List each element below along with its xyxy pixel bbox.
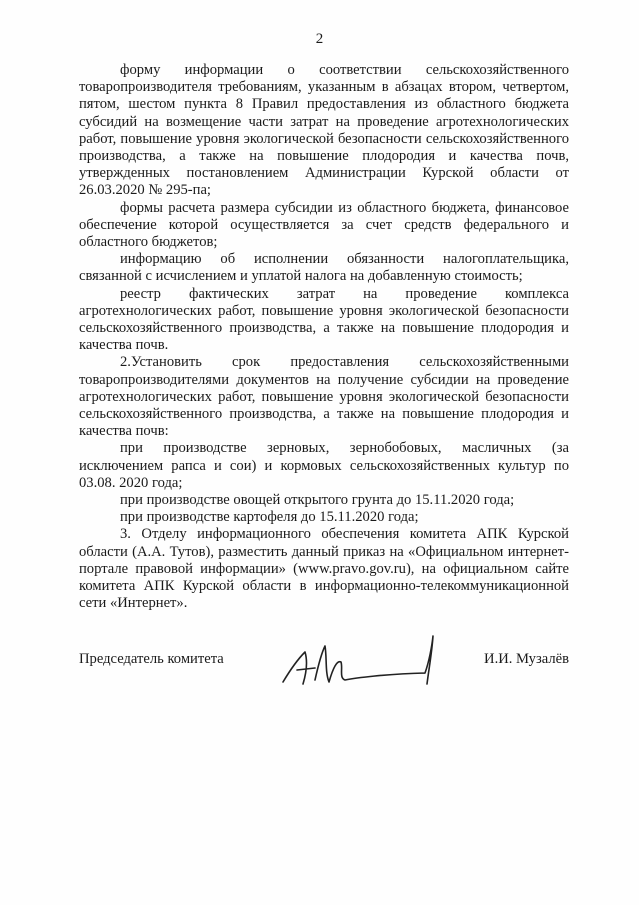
paragraph-potato-deadline: при производстве картофеля до 15.11.2020 года; [120,509,419,526]
signature-block [79,632,569,702]
page-number: 2 [315,31,324,47]
paragraph-vegetable-deadline: при производстве овощей открытого грунта до 15.11.2020 года; [120,492,515,509]
document-body [79,62,569,613]
paragraph-cost-registry: реестр фактических затрат на проведение комплекса агротехнологических работ, повышение уровня экологической безопасности сельскохозяйственного производства, а также на повышение плодородия и качества почв. [79,285,569,354]
handwritten-signature [275,632,445,692]
paragraph-deadline: 2.Установить срок предоставления сельскохозяйственными товаропроизводителями документов на получение субсидии на проведение агротехнологических работ, повышение уровня экологической безопасности сельскохозяйственного производства, а также на повышение плодородия и качества почв: [79,354,569,440]
paragraph-subsidy-calc: формы расчета размера субсидии из областного бюджета, финансовое обеспечение которой осуществляется за счет средств федерального и областного бюджетов; [79,199,569,251]
paragraph-tax-info: информацию об исполнении обязанности налогоплательщика, связанной с исчислением и уплатой налога на добавленную стоимость; [79,251,569,285]
signer-name: И.И. Музалёв [484,651,569,667]
paragraph-publication: 3. Отделу информационного обеспечения комитета АПК Курской области (А.А. Тутов), разместить данный приказ на «Официальном интернет-портале правовой информации» (www.pravo.gov.ru), на официальном сайте комитета АПК Курской области в информационно-телекоммуникационной сети «Интернет». [79,526,569,612]
paragraph-info-form: форму информации о соответствии сельскохозяйственного товаропроизводителя требованиям, указанным в абзацах втором, четвертом, пятом, шестом пункта 8 Правил предоставления из областного бюджета субсидий на возмещение части затрат на проведение агротехнологических работ, повышение уровня экологической безопасности сельскохозяйственного производства, а также на повышение плодородия и качества почв, утвержденных постановлением Администрации Курской области от 26.03.2020 № 295-па; [79,62,569,199]
signer-title: Председатель комитета [79,651,224,667]
paragraph-grain-deadline: при производстве зерновых, зернобобовых, масличных (за исключением рапса и сои) и кормовых сельскохозяйственных культур по 03.08. 2020 года; [79,440,569,491]
